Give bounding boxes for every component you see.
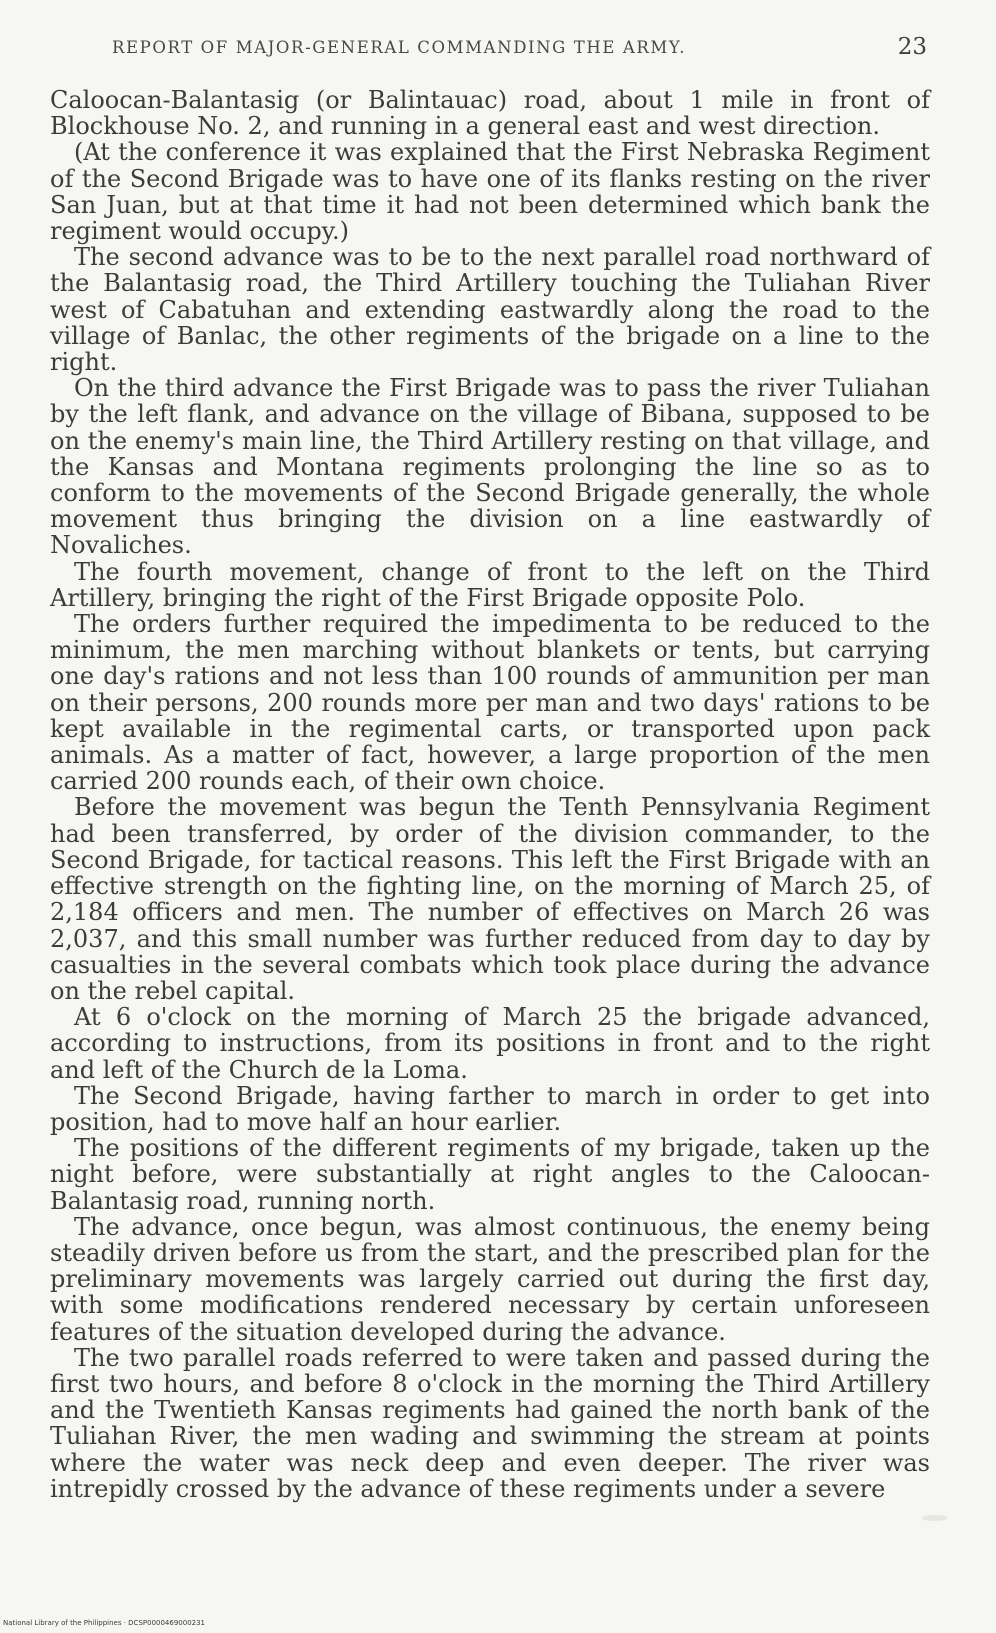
- paragraph-6: The orders further required the impedimenta to be reduced to the minimum, the men marching without blankets or tents, but carrying one day's rations and not less than 100 rounds of ammunition per man on their persons, 200 rounds more per man and two days' rations to be kept available in the regimental carts, or transported upon pack animals. As a matter of fact, however, a large proportion of the men carried 200 rounds each, of their own choice.: [50, 610, 930, 796]
- paragraph-1: Caloocan-Balantasig (or Balintauac) road, about 1 mile in front of Blockhouse No. 2, and running in a general east and west direction.: [50, 86, 930, 141]
- paragraph-3: The second advance was to be to the next parallel road northward of the Balantasig road, the Third Artillery touching the Tuliahan River west of Cabatuhan and extending eastwardly along the road to the village of Banlac, the other regiments of the brigade on a line to the right.: [50, 243, 930, 377]
- paragraph-4: On the third advance the First Brigade was to pass the river Tuliahan by the left flank, and advance on the village of Bibana, supposed to be on the enemy's main line, the Third Artillery resting on that village, and the Kansas and Montana regiments prolonging the line so as to conform to the movements of the Second Brigade generally, the whole movement thus bringing the division on a line eastwardly of Novaliches.: [50, 374, 930, 560]
- report-body: [50, 87, 930, 1502]
- paragraph-2: (At the conference it was explained that the First Nebraska Regiment of the Second Brigade was to have one of its flanks resting on the river San Juan, but at that time it had not been determined which bank the regiment would occupy.): [50, 138, 930, 246]
- scan-artifact: [922, 1515, 948, 1521]
- page-number: 23: [897, 34, 927, 60]
- paragraph-10: The positions of the different regiments of my brigade, taken up the night before, were substantially at right angles to the Caloocan-Balantasig road, running north.: [50, 1134, 930, 1215]
- paragraph-7: Before the movement was begun the Tenth Pennsylvania Regiment had been transferred, by order of the division commander, to the Second Brigade, for tactical reasons. This left the First Brigade with an effective strength on the fighting line, on the morning of March 25, of 2,184 officers and men. The number of effectives on March 26 was 2,037, and this small number was further reduced from day to day by casualties in the several combats which took place during the advance on the rebel capital.: [50, 793, 930, 1005]
- paragraph-8: At 6 o'clock on the morning of March 25 the brigade advanced, according to instructions, from its positions in front and to the right and left of the Church de la Loma.: [50, 1003, 930, 1084]
- paragraph-11: The advance, once begun, was almost continuous, the enemy being steadily driven before us from the start, and the prescribed plan for the preliminary movements was largely carried out during the first day, with some modifications rendered necessary by certain unforeseen features of the situation developed during the advance.: [50, 1212, 930, 1346]
- scan-credit: National Library of the Philippines · DCSP0000469000231: [3, 1619, 206, 1627]
- paragraph-5: The fourth movement, change of front to the left on the Third Artillery, bringing the right of the First Brigade opposite Polo.: [50, 557, 930, 612]
- page-header: [112, 34, 927, 64]
- paragraph-12: The two parallel roads referred to were taken and passed during the first two hours, and before 8 o'clock in the morning the Third Artillery and the Twentieth Kansas regiments had gained the north bank of the Tuliahan River, the men wading and swimming the stream at points where the water was neck deep and even deeper. The river was intrepidly crossed by the advance of these regiments under a severe: [50, 1343, 930, 1503]
- paragraph-9: The Second Brigade, having farther to march in order to get into position, had to move half an hour earlier.: [50, 1081, 930, 1136]
- running-head: REPORT OF MAJOR-GENERAL COMMANDING THE ARMY.: [112, 38, 687, 57]
